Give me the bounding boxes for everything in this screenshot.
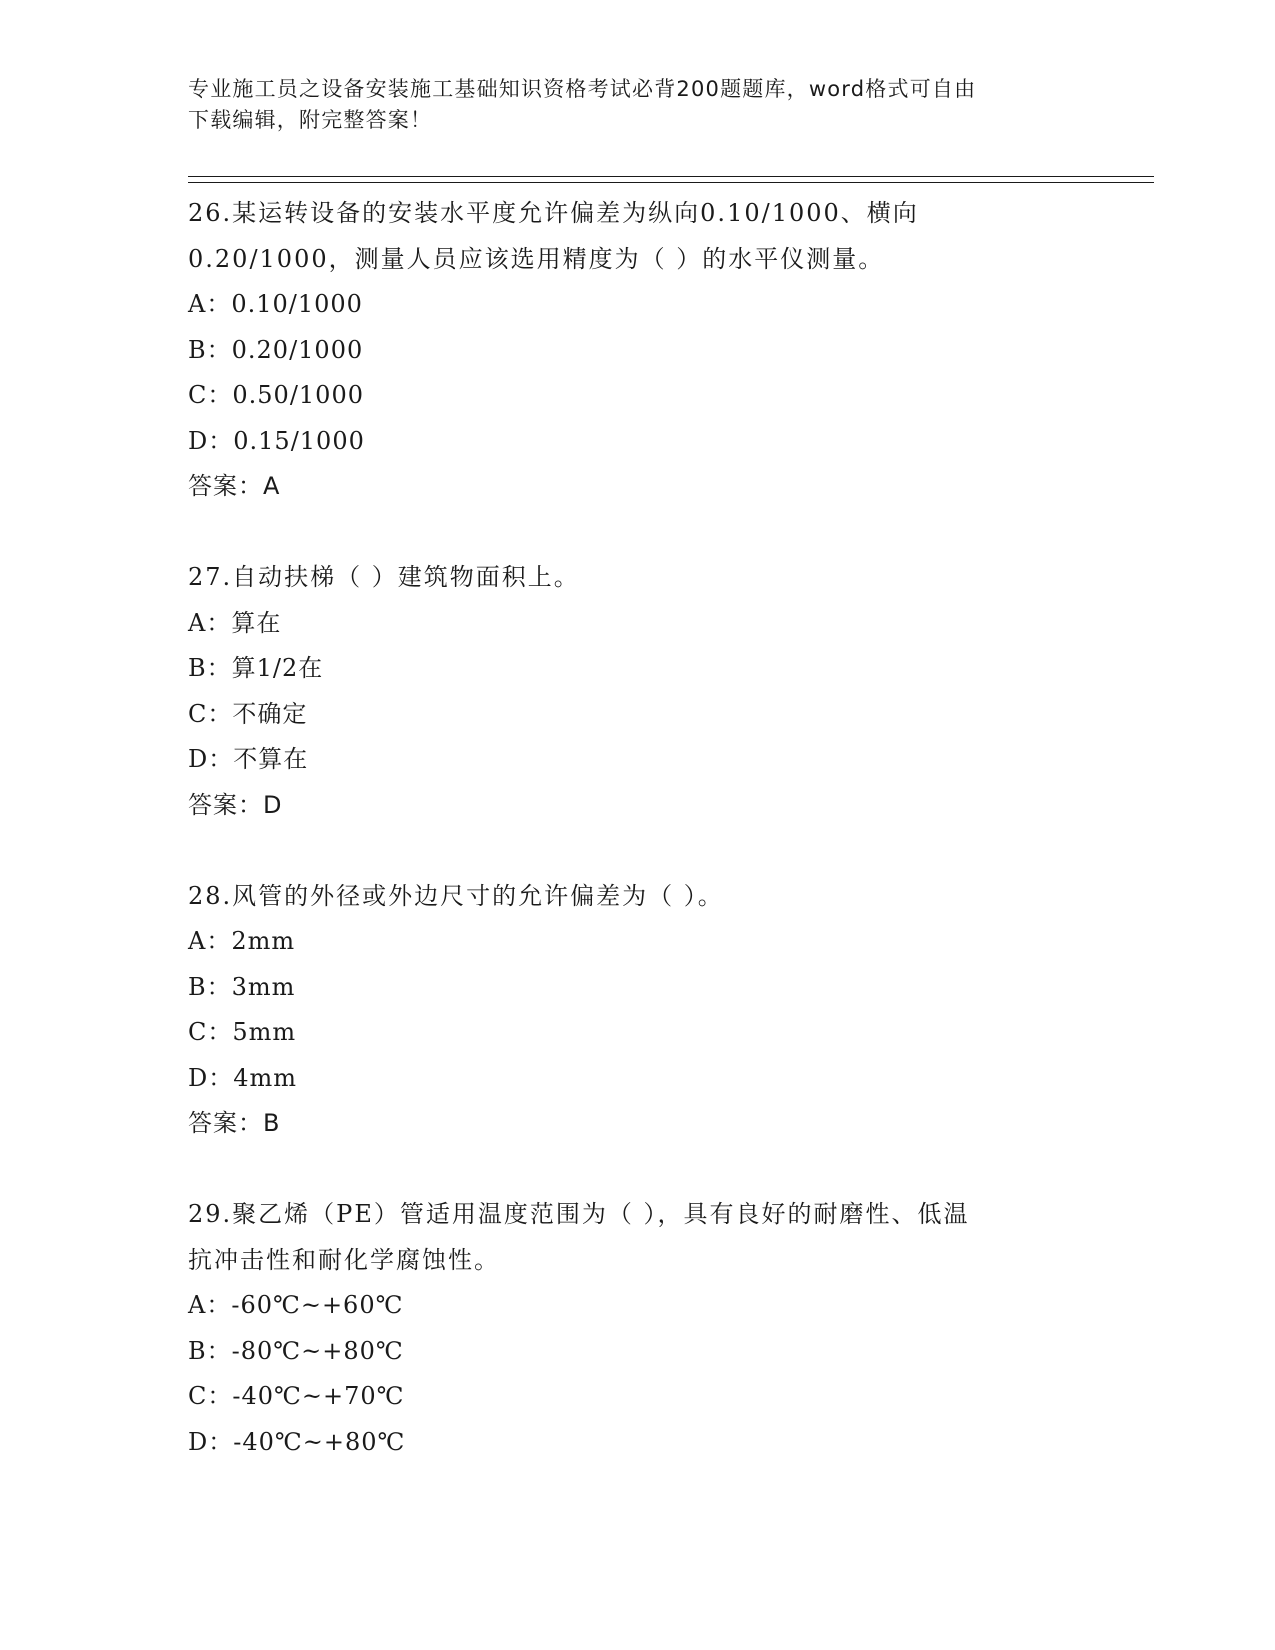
option-a — [188, 1283, 1088, 1329]
option-letter: C： — [188, 1018, 233, 1046]
question-spacer — [188, 1147, 1088, 1193]
option-letter: B： — [188, 1336, 232, 1365]
question-text-line: 0.20/1000，测量人员应该选用精度为（ ）的水平仪测量。 — [188, 244, 885, 273]
option-text: 算1/2在 — [231, 654, 324, 682]
option-letter: A： — [188, 1291, 232, 1319]
option-d — [188, 1420, 1088, 1466]
option-c — [188, 373, 1088, 419]
option-b — [188, 328, 1088, 374]
option-letter: A： — [188, 927, 232, 955]
option-text: -80℃~+80℃ — [231, 1336, 404, 1365]
header-line-2: 下载编辑，附完整答案！ — [188, 108, 433, 132]
document-header — [188, 74, 1088, 136]
option-letter: A： — [188, 608, 232, 637]
question-29 — [188, 1192, 1088, 1465]
option-d — [188, 737, 1088, 783]
option-text: -40℃~+80℃ — [233, 1427, 406, 1456]
question-text-line: 26.某运转设备的安装水平度允许偏差为纵向0.10/1000、横向 — [188, 199, 919, 227]
question-text-line: 28.风管的外径或外边尺寸的允许偏差为（ ）。 — [188, 881, 724, 910]
option-b — [188, 1329, 1088, 1375]
answer-line: 答案：D — [188, 790, 283, 819]
header-divider-bottom — [188, 182, 1154, 183]
header-divider-top — [188, 176, 1154, 177]
question-text-line: 27.自动扶梯（ ）建筑物面积上。 — [188, 563, 580, 591]
option-text: 0.15/1000 — [233, 426, 365, 455]
option-text: 2mm — [231, 927, 296, 955]
option-text: -40℃~+70℃ — [232, 1382, 405, 1410]
option-b — [188, 965, 1088, 1011]
option-letter: C： — [188, 699, 233, 728]
option-d — [188, 1056, 1088, 1102]
question-27 — [188, 555, 1088, 828]
question-28 — [188, 874, 1088, 1147]
option-letter: B： — [188, 335, 232, 364]
answer-line: 答案：A — [188, 472, 281, 500]
option-text: -60℃~+60℃ — [231, 1291, 404, 1319]
question-spacer — [188, 828, 1088, 874]
option-text: 0.10/1000 — [231, 290, 363, 318]
option-letter: C： — [188, 1382, 233, 1410]
question-text-line: 抗冲击性和耐化学腐蚀性。 — [188, 1245, 500, 1274]
option-letter: B： — [188, 654, 232, 682]
option-text: 不算在 — [233, 745, 309, 773]
option-text: 算在 — [231, 608, 282, 637]
question-text-line: 29.聚乙烯（PE）管适用温度范围为（ ），具有良好的耐磨性、低温 — [188, 1200, 970, 1228]
option-text: 0.50/1000 — [232, 381, 364, 409]
option-letter: D： — [188, 426, 234, 455]
option-text: 4mm — [233, 1063, 298, 1092]
option-b — [188, 646, 1088, 692]
option-a — [188, 919, 1088, 965]
option-letter: C： — [188, 381, 233, 409]
option-text: 3mm — [231, 972, 296, 1001]
header-line-1: 专业施工员之设备安装施工基础知识资格考试必背200题题库，word格式可自由 — [188, 77, 977, 101]
option-letter: B： — [188, 972, 232, 1001]
option-text: 不确定 — [232, 699, 308, 728]
option-letter: A： — [188, 290, 232, 318]
option-text: 5mm — [232, 1018, 297, 1046]
question-spacer — [188, 510, 1088, 556]
option-c — [188, 692, 1088, 738]
option-c — [188, 1010, 1088, 1056]
option-a — [188, 282, 1088, 328]
option-d — [188, 419, 1088, 465]
answer-line: 答案：B — [188, 1109, 281, 1137]
option-letter: D： — [188, 745, 234, 773]
option-letter: D： — [188, 1427, 234, 1456]
option-text: 0.20/1000 — [231, 335, 364, 364]
option-a — [188, 601, 1088, 647]
option-letter: D： — [188, 1063, 234, 1092]
question-26 — [188, 191, 1088, 510]
option-c — [188, 1374, 1088, 1420]
question-list — [188, 191, 1088, 1465]
